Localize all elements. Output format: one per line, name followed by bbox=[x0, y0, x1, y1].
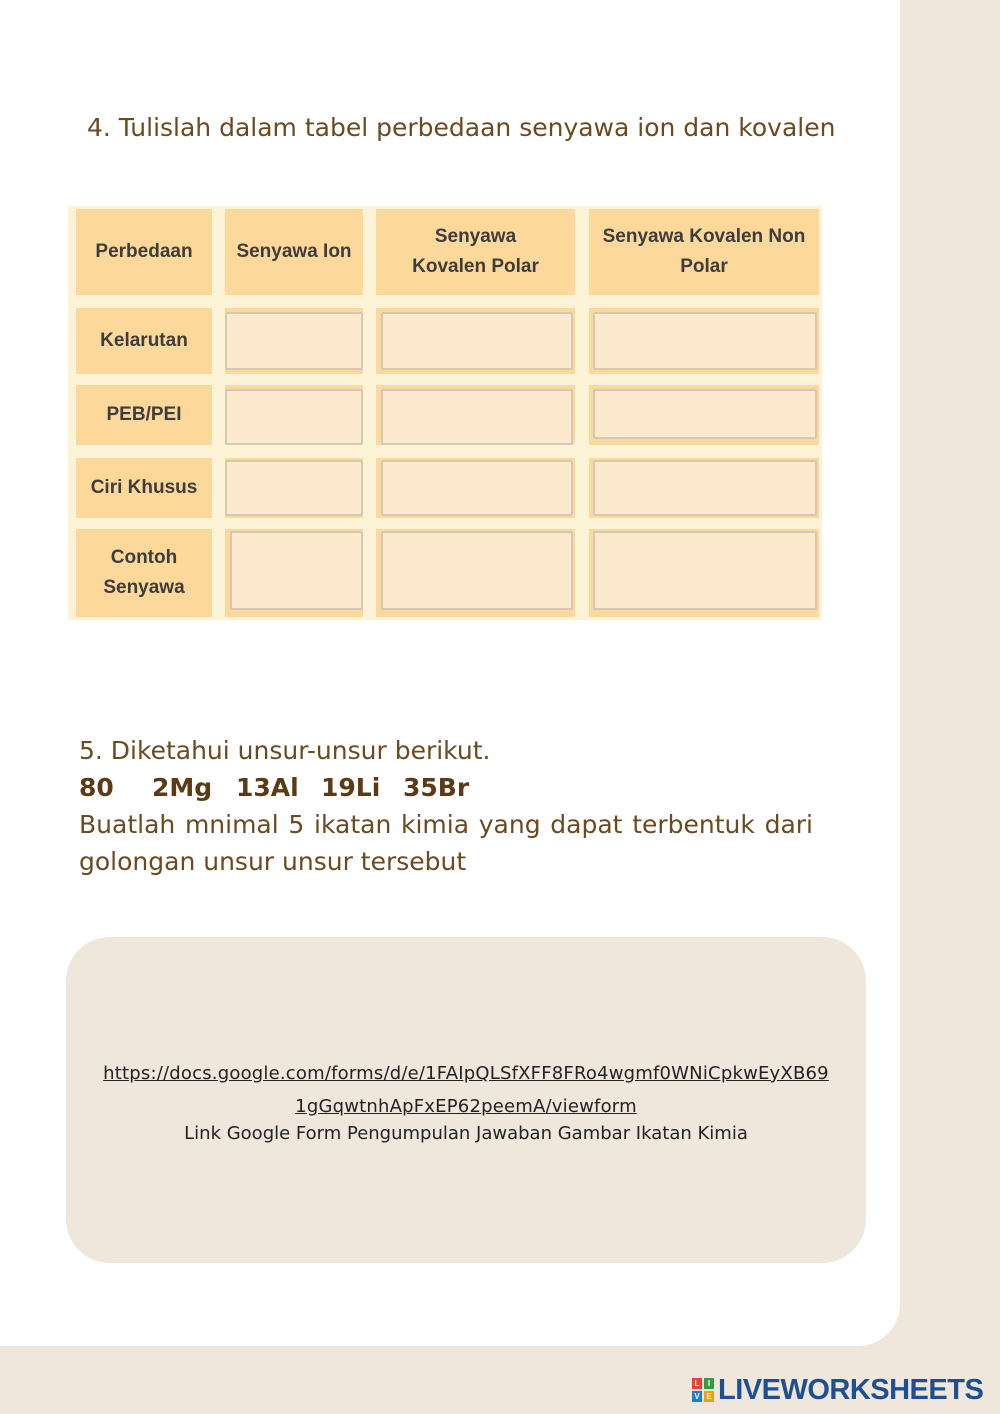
header-perbedaan: Perbedaan bbox=[76, 209, 212, 295]
row-label-kelarutan: Kelarutan bbox=[76, 308, 212, 374]
logo-grid-icon bbox=[692, 1378, 714, 1402]
answer-ciri-khusus-polar[interactable] bbox=[381, 460, 573, 516]
question-5-intro: 5. Diketahui unsur-unsur berikut. bbox=[79, 736, 491, 765]
liveworksheets-logo bbox=[692, 1374, 983, 1406]
answer-contoh-polar[interactable] bbox=[381, 531, 573, 610]
row-label-ciri-khusus: Ciri Khusus bbox=[76, 458, 212, 518]
logo-letter: E bbox=[704, 1391, 714, 1402]
google-form-link[interactable] bbox=[66, 1057, 866, 1123]
header-senyawa-ion: Senyawa Ion bbox=[225, 209, 363, 295]
answer-ciri-khusus-ion[interactable] bbox=[225, 460, 363, 516]
question-5 bbox=[79, 732, 813, 880]
answer-peb-pei-nonpolar[interactable] bbox=[593, 389, 817, 439]
link-caption: Link Google Form Pengumpulan Jawaban Gambar Ikatan Kimia bbox=[184, 1123, 748, 1144]
logo-letter: V bbox=[692, 1391, 702, 1402]
answer-contoh-ion[interactable] bbox=[230, 531, 363, 610]
element-item: 35Br bbox=[403, 773, 470, 802]
element-item: 13Al bbox=[236, 773, 299, 802]
answer-contoh-nonpolar[interactable] bbox=[593, 531, 817, 610]
answer-ciri-khusus-nonpolar[interactable] bbox=[593, 460, 817, 516]
answer-kelarutan-ion[interactable] bbox=[225, 312, 363, 370]
logo-letter: I bbox=[704, 1378, 714, 1389]
answer-kelarutan-polar[interactable] bbox=[381, 312, 573, 370]
answer-peb-pei-ion[interactable] bbox=[225, 389, 363, 445]
answer-peb-pei-polar[interactable] bbox=[381, 389, 573, 445]
difference-table bbox=[68, 206, 822, 620]
element-item: 80 bbox=[79, 773, 114, 802]
row-label-peb-pei: PEB/PEI bbox=[76, 385, 212, 445]
logo-letter: L bbox=[692, 1378, 702, 1389]
element-item: 2Mg bbox=[152, 773, 213, 802]
element-list bbox=[79, 769, 813, 806]
answer-kelarutan-nonpolar[interactable] bbox=[593, 312, 817, 370]
question-5-body: Buatlah mnimal 5 ikatan kimia yang dapat terbentuk dari golongan unsur unsur tersebut bbox=[79, 810, 813, 876]
header-kovalen-non-polar: Senyawa Kovalen Non Polar bbox=[589, 209, 819, 295]
link-box bbox=[66, 937, 866, 1263]
header-kovalen-polar: Senyawa Kovalen Polar bbox=[376, 209, 575, 295]
link-line-2[interactable]: 1gGqwtnhApFxEP62peemA/viewform bbox=[295, 1096, 637, 1117]
question-4-text: 4. Tulislah dalam tabel perbedaan senyawa ion dan kovalen bbox=[87, 113, 836, 142]
link-line-1[interactable]: https://docs.google.com/forms/d/e/1FAIpQLSfXFF8FRo4wgmf0WNiCpkwEyXB69 bbox=[103, 1063, 829, 1084]
logo-text: LIVEWORKSHEETS bbox=[718, 1373, 984, 1406]
row-label-contoh-senyawa: Contoh Senyawa bbox=[76, 529, 212, 617]
element-item: 19Li bbox=[321, 773, 381, 802]
